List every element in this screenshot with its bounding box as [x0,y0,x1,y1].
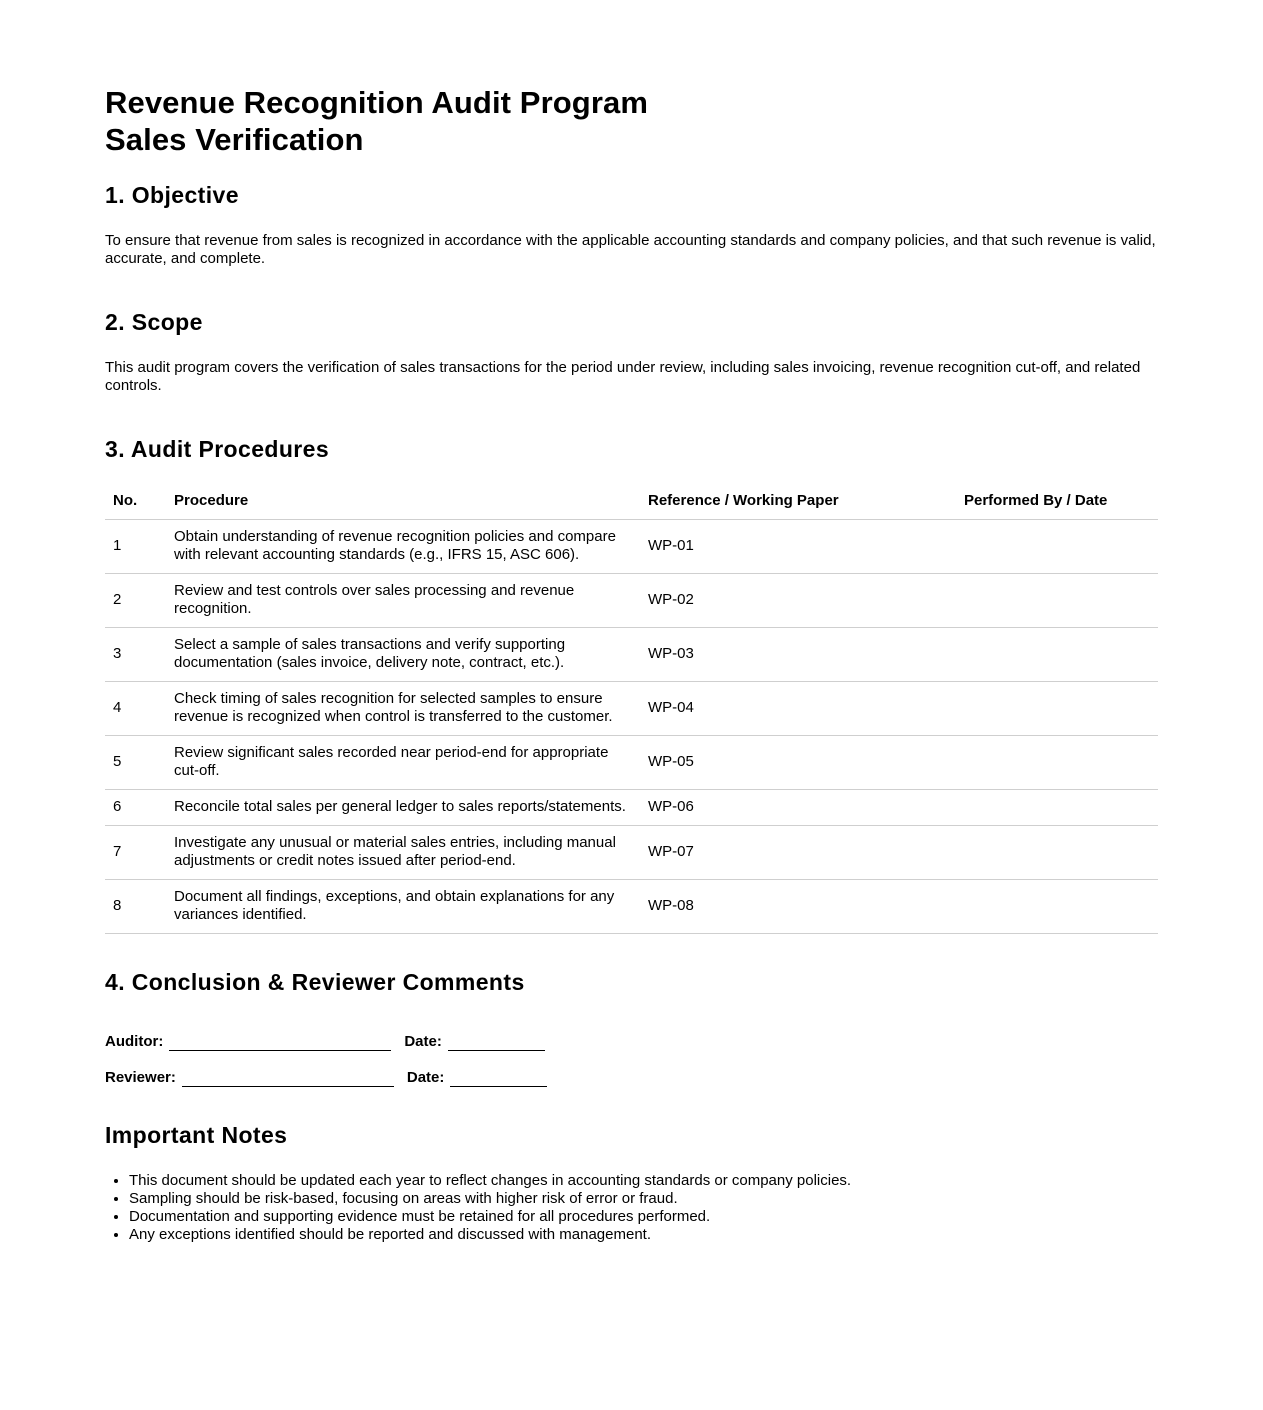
cell-no: 8 [105,880,166,934]
list-item: • This document should be updated each year to reflect changes in accounting standards or company policies. [129,1172,1158,1190]
cell-reference: WP-06 [640,790,956,826]
column-header-reference: Reference / Working Paper [640,484,956,520]
table-row [105,520,1158,574]
table-row [105,628,1158,682]
cell-procedure: Obtain understanding of revenue recognition policies and compare with relevant accounting standards (e.g., IFRS 15, ASC 606). [166,520,640,574]
cell-performed-by[interactable] [956,790,1158,826]
cell-no: 5 [105,736,166,790]
cell-performed-by[interactable] [956,520,1158,574]
notes-heading: Important Notes [105,1122,288,1148]
cell-reference: WP-03 [640,628,956,682]
scope-heading: 2. Scope [105,309,203,335]
reviewer-signature-field[interactable] [182,1071,394,1087]
table-row [105,682,1158,736]
cell-procedure: Review and test controls over sales processing and revenue recognition. [166,574,640,628]
document-title [105,84,1158,158]
table-row [105,790,1158,826]
cell-performed-by[interactable] [956,736,1158,790]
auditor-signature-field[interactable] [169,1035,391,1051]
cell-procedure: Select a sample of sales transactions and verify supporting documentation (sales invoice, delivery note, contract, etc.). [166,628,640,682]
cell-no: 4 [105,682,166,736]
cell-reference: WP-04 [640,682,956,736]
list-item: • Documentation and supporting evidence must be retained for all procedures performed. [129,1208,1158,1226]
column-header-procedure: Procedure [166,484,640,520]
cell-performed-by[interactable] [956,628,1158,682]
auditor-date-field[interactable] [448,1035,545,1051]
cell-no: 1 [105,520,166,574]
table-row [105,826,1158,880]
cell-performed-by[interactable] [956,880,1158,934]
list-item: • Any exceptions identified should be reported and discussed with management. [129,1226,1158,1244]
conclusion-heading: 4. Conclusion & Reviewer Comments [105,969,525,995]
notes-list [105,1172,1158,1244]
procedures-heading: 3. Audit Procedures [105,436,330,462]
table-header-row [105,484,1158,520]
procedures-table [105,484,1158,934]
objective-text: To ensure that revenue from sales is recognized in accordance with the applicable accounting standards and company policies, and that such revenue is valid, accurate, and complete. [105,232,1156,267]
cell-no: 6 [105,790,166,826]
cell-reference: WP-05 [640,736,956,790]
reviewer-date-field[interactable] [450,1071,547,1087]
cell-reference: WP-07 [640,826,956,880]
cell-procedure: Document all findings, exceptions, and obtain explanations for any variances identified. [166,880,640,934]
column-header-performed-by: Performed By / Date [956,484,1158,520]
table-row [105,574,1158,628]
cell-procedure: Check timing of sales recognition for selected samples to ensure revenue is recognized when control is transferred to the customer. [166,682,640,736]
signature-block [105,1033,1158,1087]
cell-procedure: Reconcile total sales per general ledger to sales reports/statements. [166,790,640,826]
scope-text: This audit program covers the verification of sales transactions for the period under review, including sales invoicing, revenue recognition cut-off, and related controls. [105,359,1141,394]
list-item: • Sampling should be risk-based, focusing on areas with higher risk of error or fraud. [129,1190,1158,1208]
reviewer-date-label: Date: [406,1069,445,1086]
cell-reference: WP-01 [640,520,956,574]
column-header-no: No. [105,484,166,520]
cell-performed-by[interactable] [956,682,1158,736]
cell-performed-by[interactable] [956,826,1158,880]
cell-performed-by[interactable] [956,574,1158,628]
table-row [105,880,1158,934]
auditor-label: Auditor: [105,1033,164,1050]
objective-heading: 1. Objective [105,182,239,208]
auditor-signature-line [105,1033,1158,1051]
table-row [105,736,1158,790]
cell-procedure: Review significant sales recorded near period-end for appropriate cut-off. [166,736,640,790]
cell-procedure: Investigate any unusual or material sales entries, including manual adjustments or credit notes issued after period-end. [166,826,640,880]
title-line-2: Sales Verification [105,122,364,157]
cell-no: 3 [105,628,166,682]
reviewer-signature-line [105,1069,1158,1087]
cell-no: 2 [105,574,166,628]
cell-reference: WP-02 [640,574,956,628]
cell-no: 7 [105,826,166,880]
auditor-date-label: Date: [404,1033,442,1050]
title-line-1: Revenue Recognition Audit Program [105,85,648,120]
reviewer-label: Reviewer: [105,1069,176,1086]
cell-reference: WP-08 [640,880,956,934]
